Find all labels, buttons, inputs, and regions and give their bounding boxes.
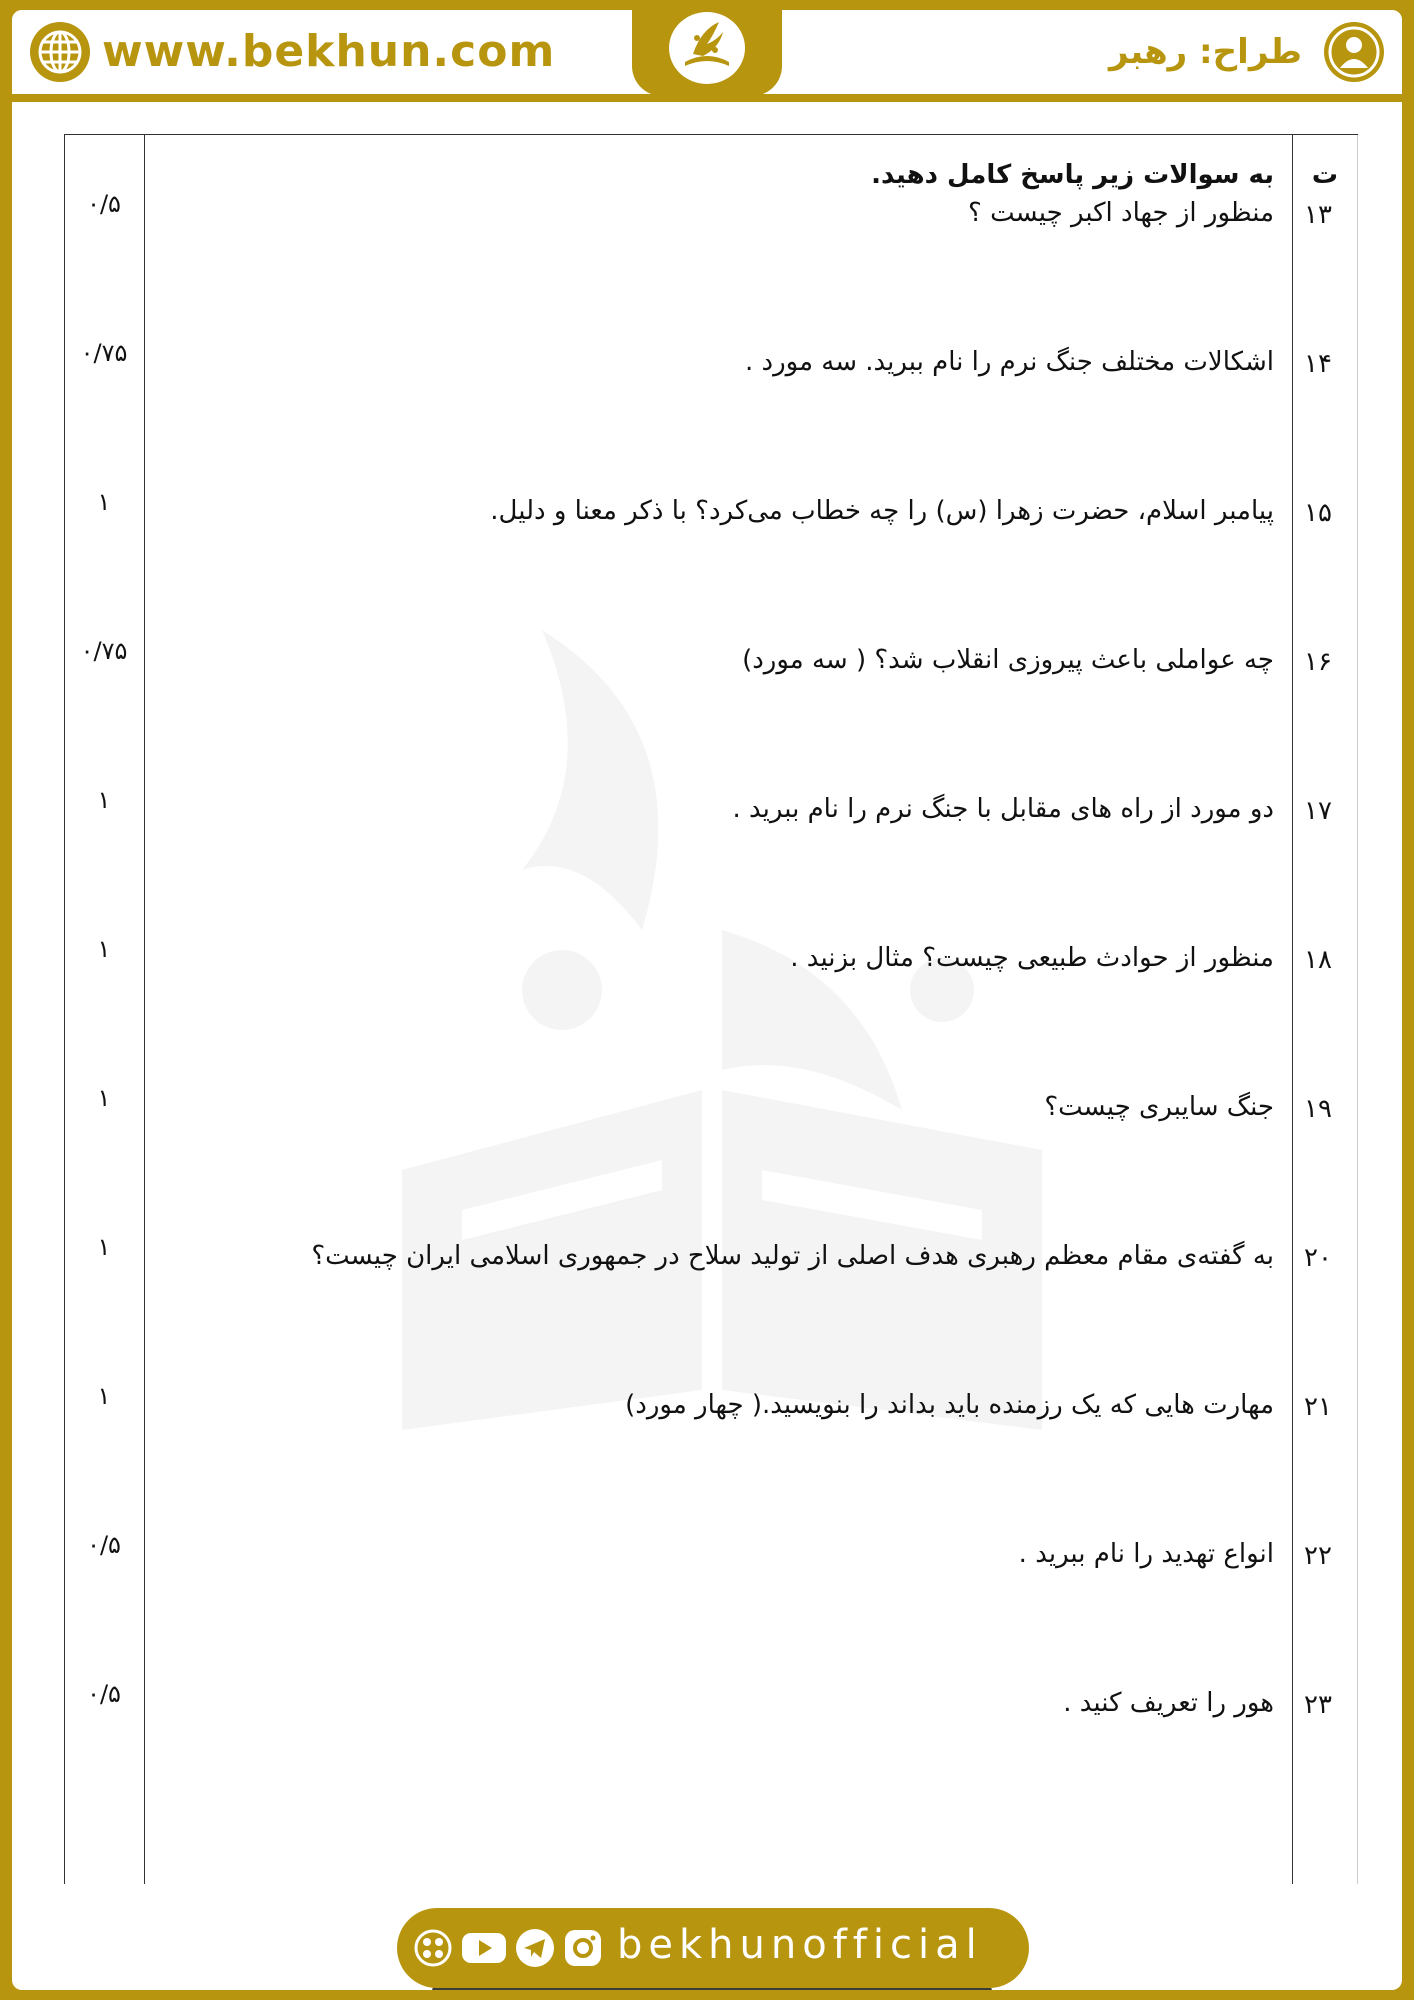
social-handle[interactable]: bekhunofficial — [617, 1922, 983, 1968]
question-number: ۲۰ — [1304, 1243, 1332, 1273]
question-text: چه عواملی باعث پیروزی انقلاب شد؟ ( سه مورد) — [742, 645, 1274, 675]
question-score: ۰/۵ — [87, 1531, 121, 1559]
table-border-left — [64, 134, 65, 1884]
question-number: ۱۹ — [1304, 1094, 1332, 1124]
score-column-divider — [144, 134, 145, 1884]
exam-page — [12, 10, 1402, 1990]
question-score: ۰/۷۵ — [80, 339, 128, 367]
question-text: اشکالات مختلف جنگ نرم را نام ببرید. سه مورد . — [744, 347, 1274, 377]
exam-table — [64, 134, 1358, 1884]
designer-label: طراح: رهبر — [1109, 32, 1302, 72]
logo-tab — [632, 10, 782, 96]
question-text: منظور از جهاد اکبر چیست ؟ — [968, 198, 1274, 228]
question-text: هور را تعریف کنید . — [1063, 1688, 1274, 1718]
question-score: ۱ — [97, 935, 111, 963]
question-text: دو مورد از راه های مقابل با جنگ نرم را نام ببرید . — [732, 794, 1274, 824]
question-number: ۱۴ — [1304, 349, 1332, 379]
question-text: پیامبر اسلام، حضرت زهرا (س) را چه خطاب می‌کرد؟ با ذکر معنا و دلیل. — [490, 496, 1274, 526]
question-number: ۲۱ — [1304, 1392, 1332, 1422]
telegram-icon[interactable] — [515, 1928, 555, 1968]
question-text: مهارت هایی که یک رزمنده باید بداند را بنویسید.( چهار مورد) — [625, 1390, 1274, 1420]
question-score: ۰/۷۵ — [80, 637, 128, 665]
question-text: انواع تهدید را نام ببرید . — [1018, 1539, 1274, 1569]
number-column-divider — [1292, 134, 1293, 1884]
question-text: به گفته‌ی مقام معظم رهبری هدف اصلی از تولید سلاح در جمهوری اسلامی ایران چیست؟ — [311, 1241, 1274, 1271]
question-number: ۱۵ — [1304, 498, 1332, 528]
question-score: ۱ — [97, 786, 111, 814]
instagram-icon[interactable] — [563, 1928, 603, 1968]
header-bar — [12, 10, 1402, 102]
site-url[interactable]: www.bekhun.com — [102, 26, 556, 77]
question-number: ۱۶ — [1304, 647, 1332, 677]
question-number: ۱۸ — [1304, 945, 1332, 975]
question-score: ۱ — [97, 1382, 111, 1410]
column-header-number: ت — [1311, 160, 1338, 190]
table-border-right — [1357, 134, 1358, 1884]
instruction-heading: به سوالات زیر پاسخ کامل دهید. — [871, 160, 1274, 190]
question-text: منظور از حوادث طبیعی چیست؟ مثال بزنید . — [790, 943, 1274, 973]
bekhun-logo — [667, 10, 747, 86]
question-number: ۲۳ — [1304, 1690, 1332, 1720]
user-icon — [1322, 20, 1386, 84]
question-score: ۱ — [97, 1084, 111, 1112]
question-number: ۲۲ — [1304, 1541, 1332, 1571]
youtube-icon[interactable] — [461, 1928, 507, 1968]
question-number: ۱۳ — [1304, 200, 1332, 230]
table-border-top — [64, 134, 1358, 135]
question-score: ۱ — [97, 488, 111, 516]
aparat-icon[interactable] — [413, 1928, 453, 1968]
question-number: ۱۷ — [1304, 796, 1332, 826]
question-text: جنگ سایبری چیست؟ — [1044, 1092, 1274, 1122]
footer-bar — [397, 1908, 1029, 1988]
question-score: ۰/۵ — [87, 190, 121, 218]
question-score: ۰/۵ — [87, 1680, 121, 1708]
globe-icon — [28, 20, 92, 84]
question-score: ۱ — [97, 1233, 111, 1261]
